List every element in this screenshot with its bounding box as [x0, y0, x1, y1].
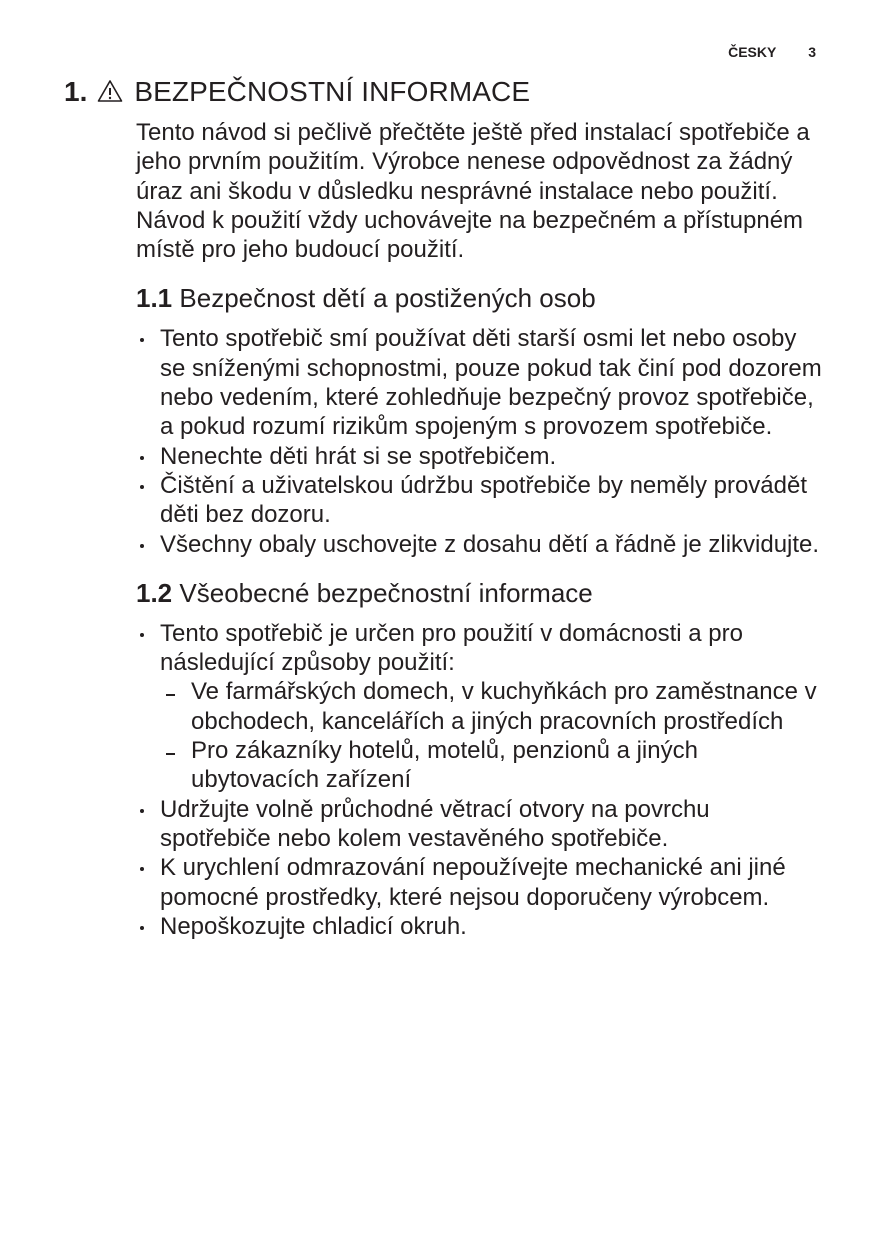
intro-paragraph: Tento návod si pečlivě přečtěte ještě před instalací spotřebiče a jeho prvním použitím. Výrobce nenese odpovědnost za žádný úraz ani škodu v důsledku nesprávné instalace nebo použití. Návod k použití vždy uchovávejte na bezpečném a přístupném místě pro jeho budoucí použití. — [136, 119, 810, 264]
section-heading — [64, 74, 530, 110]
subsection-heading-1-2 — [136, 577, 826, 609]
list-item: K urychlení odmrazování nepoužívejte mechanické ani jiné pomocné prostředky, které nejsou doporučeny výrobcem. — [136, 853, 826, 912]
list-item-text: Tento spotřebič je určen pro použití v domácnosti a pro následující způsoby použití: — [160, 619, 743, 677]
list-item: Tento spotřebič smí používat děti starší osmi let nebo osoby se sníženými schopnostmi, pouze pokud tak činí pod dozorem nebo vedením, které zohledňuje bezpečný provoz spotřebiče, a pokud rozumí rizikům spojeným s provozem spotřebiče. — [136, 324, 826, 441]
warning-triangle-icon — [97, 79, 123, 103]
section-number: 1. — [64, 76, 88, 107]
main-content — [136, 118, 826, 941]
list-item: Čištění a uživatelskou údržbu spotřebiče by neměly provádět děti bez dozoru. — [136, 471, 826, 530]
bullet-list-1-2 — [136, 619, 826, 941]
subsection-number: 1.2 — [136, 577, 173, 608]
bullet-list-1-1 — [136, 324, 826, 558]
list-item: Nenechte děti hrát si se spotřebičem. — [136, 442, 826, 471]
dash-list-item: Pro zákazníky hotelů, motelů, penzionů a jiných ubytovacích zařízení — [160, 736, 826, 795]
subsection-title: Bezpečnost dětí a postižených osob — [179, 283, 596, 314]
list-item — [136, 619, 826, 795]
subsection-title: Všeobecné bezpečnostní informace — [179, 577, 593, 608]
subsection-heading-1-1 — [136, 282, 826, 314]
dash-list — [160, 677, 826, 794]
section-title: BEZPEČNOSTNÍ INFORMACE — [134, 76, 531, 107]
list-item: Udržujte volně průchodné větrací otvory na povrchu spotřebiče nebo kolem vestavěného spotřebiče. — [136, 795, 826, 854]
page-header — [728, 44, 816, 60]
list-item: Všechny obaly uschovejte z dosahu dětí a řádně je zlikvidujte. — [136, 530, 826, 559]
list-item: Nepoškozujte chladicí okruh. — [136, 912, 826, 941]
page-number: 3 — [808, 44, 816, 60]
header-language: ČESKY — [728, 44, 777, 60]
dash-list-item: Ve farmářských domech, v kuchyňkách pro zaměstnance v obchodech, kancelářích a jiných pracovních prostředích — [160, 677, 826, 736]
subsection-number: 1.1 — [136, 283, 173, 314]
